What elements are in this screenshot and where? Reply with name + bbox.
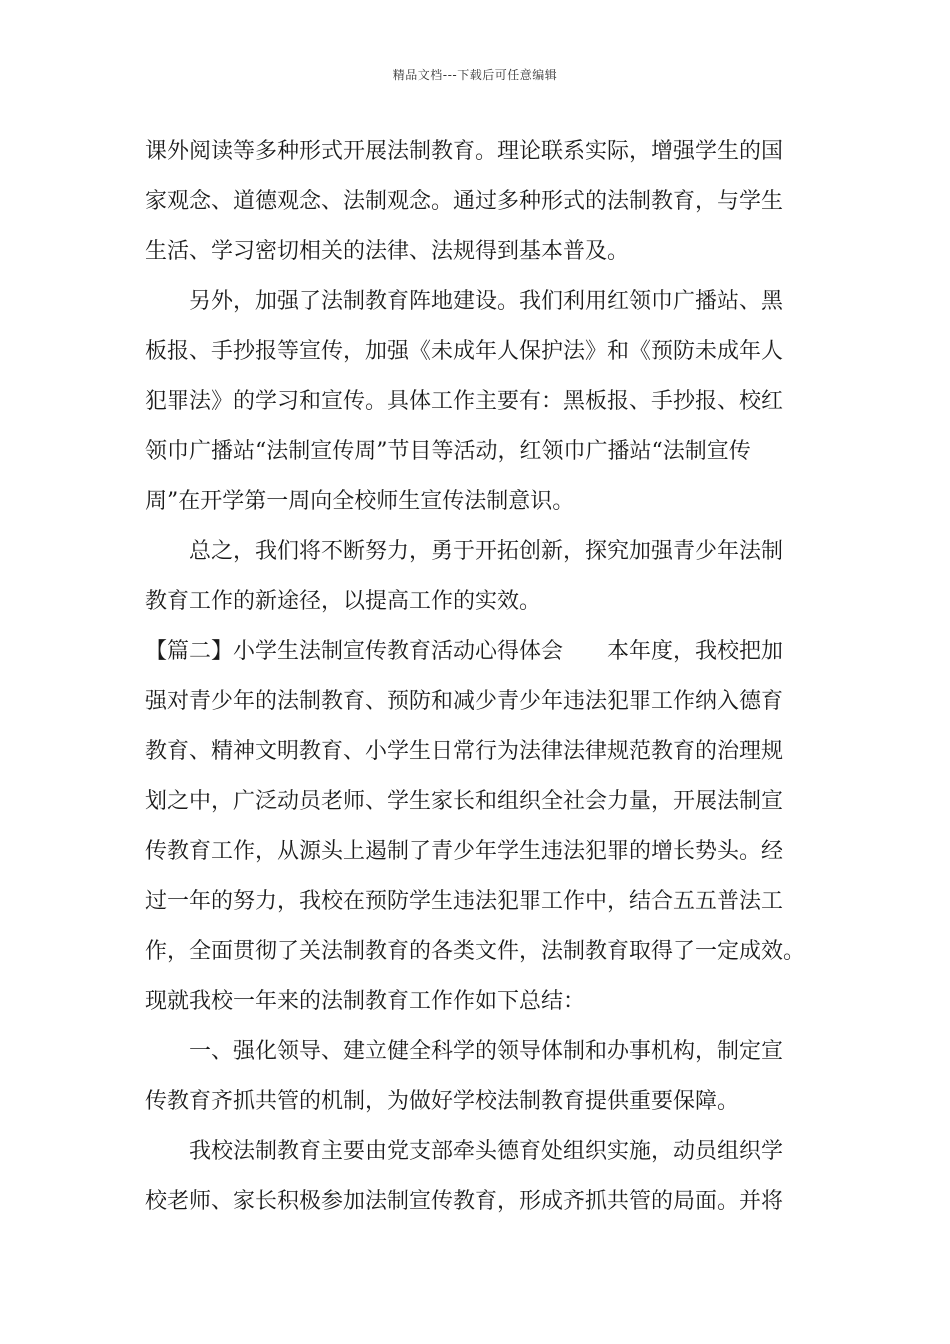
text-line: 过一年的努力，我校在预防学生违法犯罪工作中，结合五五普法工 (145, 889, 784, 914)
paragraph-start-line: 一、强化领导、建立健全科学的领导体制和办事机构，制定宣 (189, 1039, 784, 1064)
text-line: 周”在开学第一周向全校师生宣传法制意识。 (145, 489, 575, 514)
text-line: 强对青少年的法制教育、预防和减少青少年违法犯罪工作纳入德育 (145, 689, 784, 714)
text-line: 作，全面贯彻了关法制教育的各类文件，法制教育取得了一定成效。 (145, 939, 806, 964)
text-line: 犯罪法》的学习和宣传。具体工作主要有：黑板报、手抄报、校红 (145, 389, 784, 414)
text-line: 家观念、道德观念、法制观念。通过多种形式的法制教育，与学生 (145, 189, 784, 214)
document-body (145, 127, 825, 1227)
text-line: 传教育齐抓共管的机制，为做好学校法制教育提供重要保障。 (145, 1089, 740, 1114)
section-heading-line (145, 627, 825, 677)
text-line: 校老师、家长积极参加法制宣传教育，形成齐抓共管的局面。并将 (145, 1189, 784, 1214)
page-header: 精品文档---下载后可任意编辑 (392, 68, 558, 82)
text-line: 教育工作的新途径，以提高工作的实效。 (145, 589, 542, 614)
paragraph-start-line: 另外，加强了法制教育阵地建设。我们利用红领巾广播站、黑 (189, 289, 784, 314)
text-line: 传教育工作，从源头上遏制了青少年学生违法犯罪的增长势头。经 (145, 839, 784, 864)
text-line: 板报、手抄报等宣传，加强《未成年人保护法》和《预防未成年人 (145, 339, 784, 364)
text-line: 划之中，广泛动员老师、学生家长和组织全社会力量，开展法制宣 (145, 789, 784, 814)
paragraph-start-line: 我校法制教育主要由党支部牵头德育处组织实施，动员组织学 (189, 1139, 784, 1164)
paragraph-start-line: 总之，我们将不断努力，勇于开拓创新，探究加强青少年法制 (189, 539, 784, 564)
section-heading: 【篇二】小学生法制宣传教育活动心得体会 (145, 639, 564, 664)
text-line: 现就我校一年来的法制教育工作作如下总结： (145, 989, 586, 1014)
section-intro-text: 本年度，我校把加 (607, 639, 784, 664)
text-line: 领巾广播站“法制宣传周”节目等活动，红领巾广播站“法制宣传 (145, 439, 751, 464)
text-line: 生活、学习密切相关的法律、法规得到基本普及。 (145, 239, 630, 264)
text-line: 教育、精神文明教育、小学生日常行为法律法律规范教育的治理规 (145, 739, 784, 764)
text-line: 课外阅读等多种形式开展法制教育。理论联系实际，增强学生的国 (145, 139, 784, 164)
